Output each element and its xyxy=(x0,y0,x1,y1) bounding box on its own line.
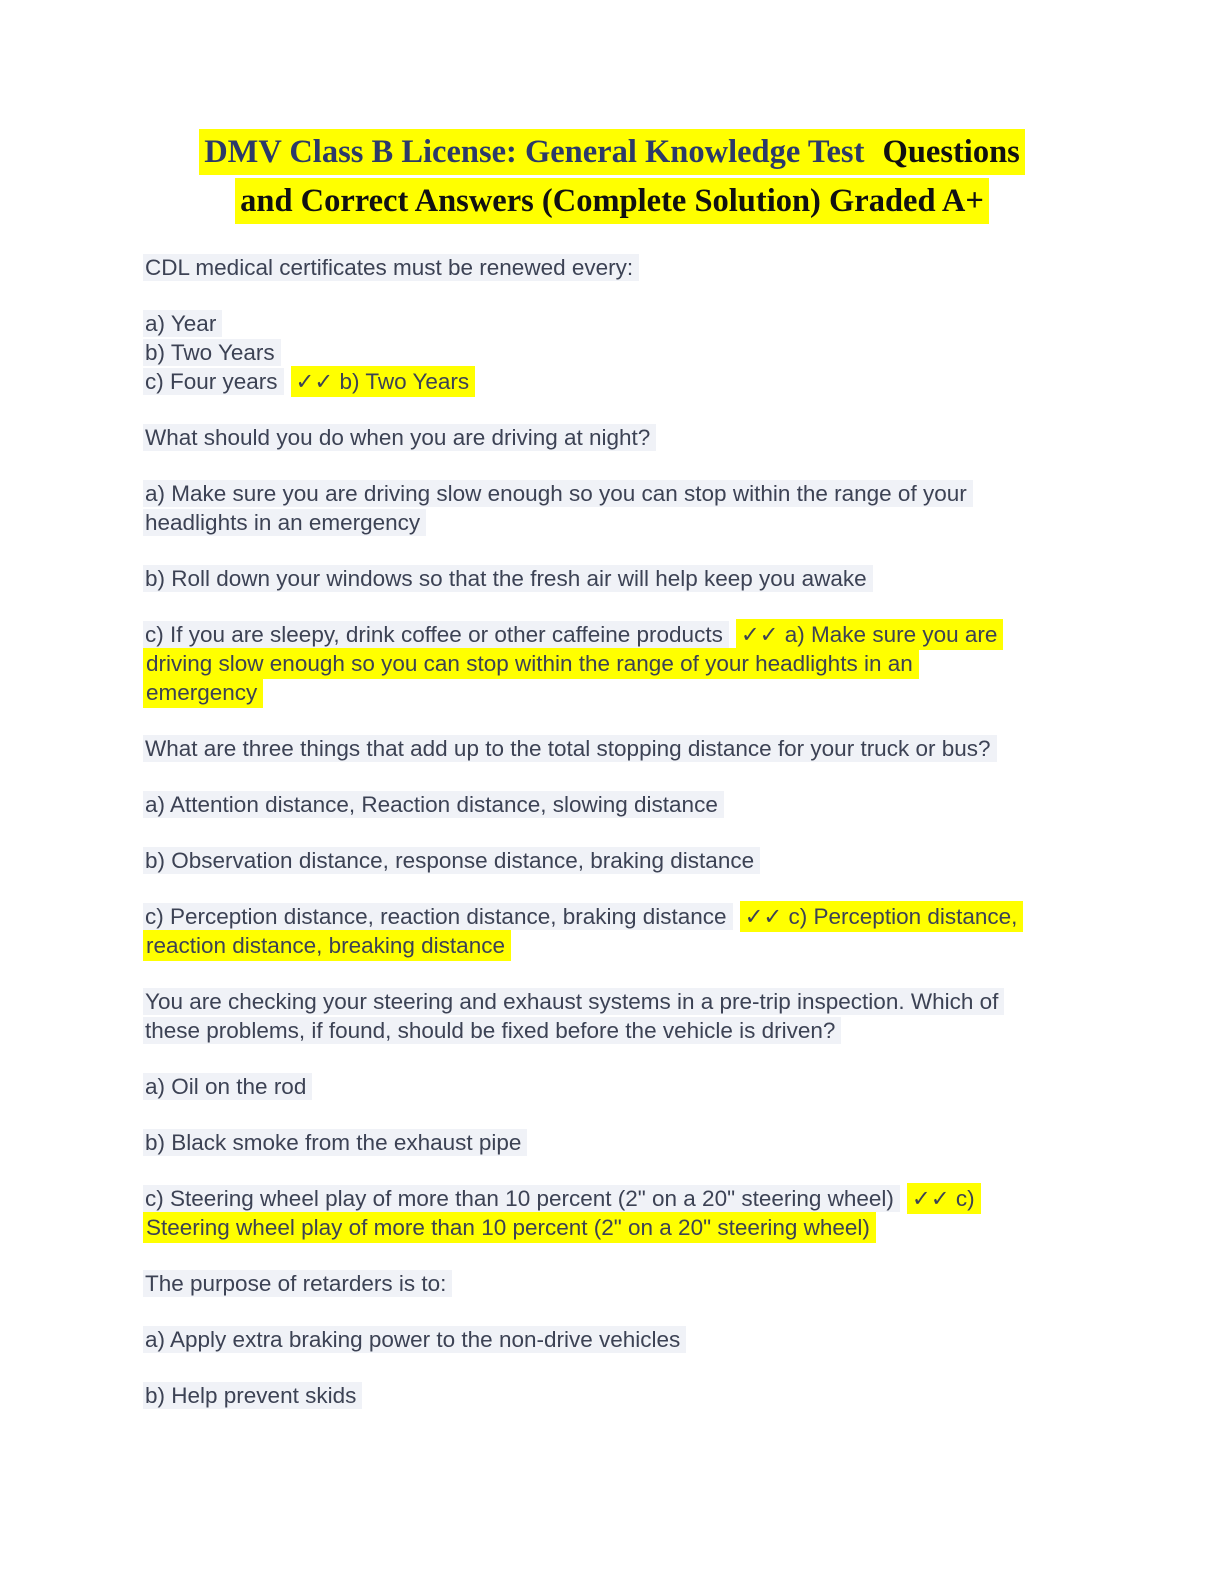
question-1-option-a: a) Year xyxy=(143,310,222,337)
title-black-segment-line2: and Correct Answers (Complete Solution) Graded A+ xyxy=(235,178,989,224)
question-3-option-b xyxy=(143,846,1081,875)
question-4-correct-answer-highlight-line1: ✓✓ c) xyxy=(907,1183,981,1214)
document-page xyxy=(143,0,1081,1410)
question-3-option-a xyxy=(143,790,1081,819)
question-2 xyxy=(143,423,1081,452)
question-1-option-b: b) Two Years xyxy=(143,339,281,366)
question-4-option-c-text: c) Steering wheel play of more than 10 percent (2" on a 20" steering wheel) xyxy=(143,1185,900,1212)
question-4-correct-answer-highlight-line2: Steering wheel play of more than 10 percent (2" on a 20" steering wheel) xyxy=(143,1212,876,1243)
question-2-correct-answer-highlight-line2: driving slow enough so you can stop within the range of your headlights in an xyxy=(143,648,919,679)
question-3-option-b-text: b) Observation distance, response distance, braking distance xyxy=(143,847,760,874)
question-2-option-c-text: c) If you are sleepy, drink coffee or other caffeine products xyxy=(143,621,729,648)
question-1-text: CDL medical certificates must be renewed every: xyxy=(143,254,639,281)
question-2-option-b-text: b) Roll down your windows so that the fresh air will help keep you awake xyxy=(143,565,873,592)
question-4-text-line2: these problems, if found, should be fixed before the vehicle is driven? xyxy=(143,1017,841,1044)
question-2-option-a-line1: a) Make sure you are driving slow enough so you can stop within the range of your xyxy=(143,480,973,507)
page-title xyxy=(143,128,1081,226)
question-4-option-a xyxy=(143,1072,1081,1101)
question-4-option-b xyxy=(143,1128,1081,1157)
question-5-option-a-text: a) Apply extra braking power to the non-drive vehicles xyxy=(143,1326,686,1353)
question-4-text-line1: You are checking your steering and exhaust systems in a pre-trip inspection. Which of xyxy=(143,988,1004,1015)
question-2-text: What should you do when you are driving at night? xyxy=(143,424,656,451)
question-5-text: The purpose of retarders is to: xyxy=(143,1270,452,1297)
question-5-option-b xyxy=(143,1381,1081,1410)
question-5 xyxy=(143,1269,1081,1298)
title-navy-segment: DMV Class B License: General Knowledge Test xyxy=(199,129,877,175)
question-1-option-c: c) Four years xyxy=(143,368,284,395)
question-4 xyxy=(143,987,1081,1045)
question-3-option-c xyxy=(143,902,1081,960)
question-1 xyxy=(143,253,1081,282)
question-2-correct-answer-highlight-line3: emergency xyxy=(143,677,263,708)
question-3-option-a-text: a) Attention distance, Reaction distance, slowing distance xyxy=(143,791,724,818)
question-4-option-a-text: a) Oil on the rod xyxy=(143,1073,312,1100)
question-5-option-b-text: b) Help prevent skids xyxy=(143,1382,362,1409)
question-1-correct-answer-highlight: ✓✓ b) Two Years xyxy=(291,366,476,397)
question-2-option-a xyxy=(143,479,1081,537)
question-3-text: What are three things that add up to the total stopping distance for your truck or bus? xyxy=(143,735,997,762)
question-2-option-b xyxy=(143,564,1081,593)
question-2-correct-answer-highlight-line1: ✓✓ a) Make sure you are xyxy=(736,619,1004,650)
question-3 xyxy=(143,734,1081,763)
question-3-correct-answer-highlight-line2: reaction distance, breaking distance xyxy=(143,930,511,961)
question-2-option-a-line2: headlights in an emergency xyxy=(143,509,426,536)
question-3-correct-answer-highlight-line1: ✓✓ c) Perception distance, xyxy=(740,901,1024,932)
question-3-option-c-text: c) Perception distance, reaction distance, braking distance xyxy=(143,903,733,930)
question-4-option-b-text: b) Black smoke from the exhaust pipe xyxy=(143,1129,527,1156)
question-2-option-c xyxy=(143,620,1081,707)
question-5-option-a xyxy=(143,1325,1081,1354)
title-black-segment-line1: Questions xyxy=(878,129,1025,175)
question-4-option-c xyxy=(143,1184,1081,1242)
question-1-options xyxy=(143,309,1081,396)
